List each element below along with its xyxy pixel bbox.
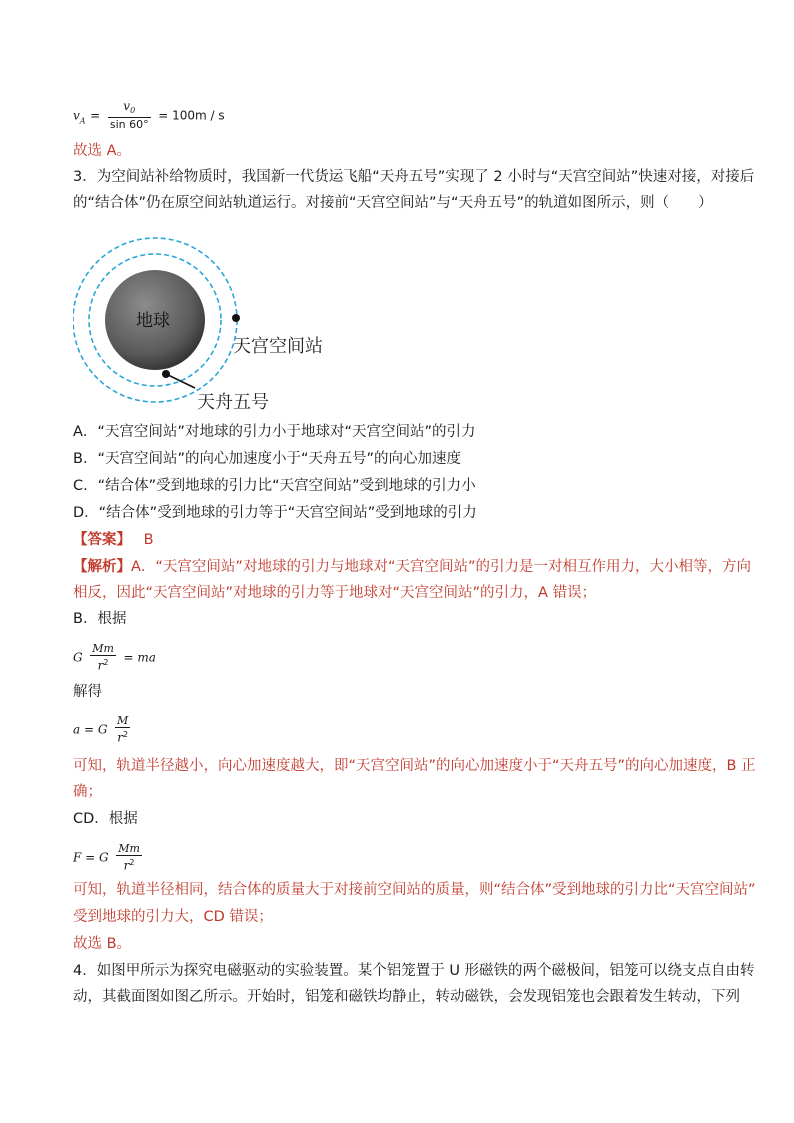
option-a: A．“天宫空间站”对地球的引力小于地球对“天宫空间站”的引力: [73, 424, 476, 440]
option-d: D．“结合体”受到地球的引力等于“天宫空间站”受到地球的引力: [73, 505, 477, 521]
answer-value: B: [143, 532, 154, 548]
earth-label: 地球: [136, 311, 170, 331]
q3-stem-line-2: 的“结合体”仍在原空间站轨道运行。对接前“天宫空间站”与“天舟五号”的轨道如图所示，则（ ）: [73, 195, 713, 211]
analysis-line-2: 相反，因此“天宫空间站”对地球的引力等于地球对“天宫空间站”的引力，A 错误；: [73, 585, 597, 601]
q3-stem-line-1: 3．为空间站补给物质时，我国新一代货运飞船“天舟五号”实现了 2 小时与“天宫空间站”快速对接，对接后: [73, 169, 755, 185]
answer-line: [73, 530, 154, 550]
formula-acceleration: a = G $\frac{M}{r^2}$: [73, 714, 129, 745]
solve-line: 解得: [73, 684, 102, 700]
q4-stem-line-2: 动，其截面图如图乙所示。开始时，铝笼和磁铁均静止，转动磁铁，会发现铝笼也会跟着发生转动，下列: [73, 989, 740, 1005]
b-basis: B．根据: [73, 611, 127, 627]
b-explain-line-1: 可知，轨道半径越小，向心加速度越大，即“天宫空间站”的向心加速度小于“天舟五号”的向心加速度，B 正: [73, 758, 756, 774]
q4-stem-line-1: 4．如图甲所示为探究电磁驱动的实验装置。某个铝笼置于 U 形磁铁的两个磁极间，铝笼可以绕支点自由转: [73, 963, 755, 979]
station-label: 天宫空间站: [233, 336, 323, 357]
b-explain-line-2: 确；: [73, 784, 102, 800]
answer-tag: 【答案】: [73, 532, 131, 548]
choose-a-line: 故选 A。: [73, 143, 132, 159]
formula-gravity-ma: G $\frac{Mm}{r^2}$ = ma: [73, 642, 156, 673]
analysis-line-1: 【解析】A．“天宫空间站”对地球的引力与地球对“天宫空间站”的引力是一对相互作用力，大小相等，方向: [73, 559, 751, 575]
analysis-tag: 【解析】: [73, 559, 131, 575]
formula-force: F = G $\frac{Mm}{r^2}$: [73, 842, 140, 873]
formula-va: $v_A$ = $\frac{v_0}{\sin 60^\circ}$ = 100m / s: [73, 99, 225, 132]
option-c: C．“结合体”受到地球的引力比“天宫空间站”受到地球的引力小: [73, 478, 476, 494]
cd-explain-line-1: 可知，轨道半径相同，结合体的质量大于对接前空间站的质量，则“结合体”受到地球的引力比“天宫空间站”: [73, 882, 756, 898]
cd-explain-line-2: 受到地球的引力大，CD 错误；: [73, 909, 273, 925]
choose-b-line: 故选 B。: [73, 936, 132, 952]
ship-label: 天舟五号: [197, 392, 269, 413]
cd-basis: CD．根据: [73, 811, 138, 827]
orbit-figure: [73, 232, 373, 414]
option-b: B．“天宫空间站”的向心加速度小于“天舟五号”的向心加速度: [73, 451, 461, 467]
station-dot: [232, 314, 240, 322]
